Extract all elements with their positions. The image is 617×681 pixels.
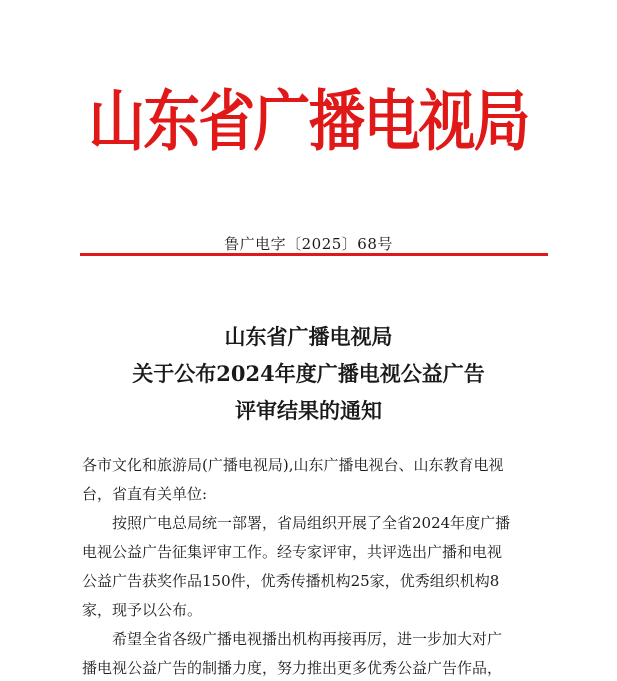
red-divider-line (80, 253, 548, 256)
body-line: 播电视公益广告的制播力度，努力推出更多优秀公益广告作品， (82, 659, 503, 677)
document-number: 鲁广电字〔2025〕68号 (224, 235, 393, 253)
body-line: 家，现予以公布。 (82, 601, 203, 619)
body-line: 台，省直有关单位: (82, 485, 208, 503)
body-line: 电视公益广告征集评审工作。经专家评审，共评选出广播和电视 (82, 543, 503, 561)
body-line: 按照广电总局统一部署，省局组织开展了全省2024年度广播 (82, 514, 511, 532)
notice-title-line-1: 山东省广播电视局 (224, 324, 393, 349)
notice-title-line-3: 评审结果的通知 (235, 398, 382, 423)
notice-title-line-2: 关于公布2024年度广播电视公益广告 (132, 361, 485, 386)
body-line: 公益广告获奖作品150件，优秀传播机构25家，优秀组织机构8 (82, 572, 500, 590)
body-line: 希望全省各级广播电视播出机构再接再厉，进一步加大对广 (82, 630, 503, 648)
body-line: 各市文化和旅游局(广播电视局),山东广播电视台、山东教育电视 (82, 456, 504, 474)
masthead-title: 山东省广播电视局 (88, 82, 529, 160)
